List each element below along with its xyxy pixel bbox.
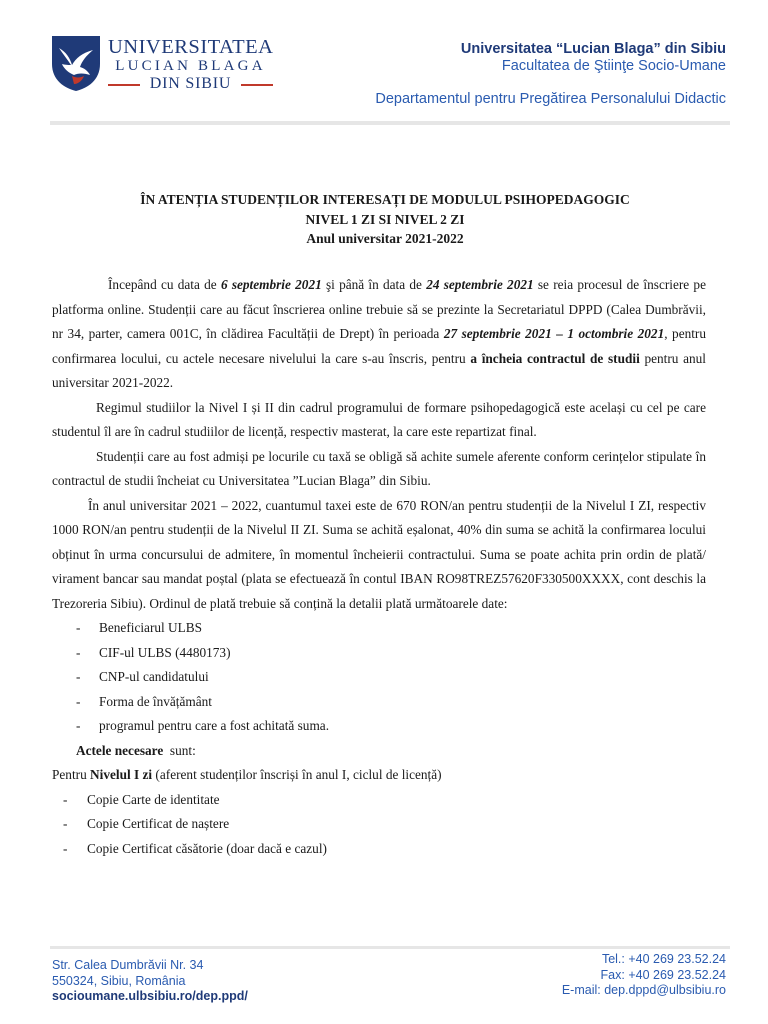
- start-date: 6 septembrie 2021: [220, 277, 322, 292]
- contract-phrase: a încheia contractul de studii: [470, 350, 640, 366]
- letterhead: [0, 0, 768, 125]
- title-line-2: NIVEL 1 ZI SI NIVEL 2 ZI: [305, 211, 465, 227]
- announcement-title: [50, 190, 720, 249]
- footer-street: Str. Calea Dumbrăvii Nr. 34: [52, 958, 204, 972]
- level-one-line: Pentru Nivelul I zi (aferent studenților înscriși în anul I, ciclul de licență): [52, 767, 442, 782]
- paragraph-fees-obligation: Studenții care au fost admiși pe locurile cu taxă se obligă să achite sumele aferente conform cerințelor stipulate în contractul de studii încheiat cu Universitatea ”Lucian Blaga” din Sibiu.: [52, 448, 706, 488]
- logo-line-3: DIN SIBIU: [149, 75, 232, 92]
- list-item: - Copie Certificat căsătorie (doar dacă e cazul): [52, 837, 706, 862]
- footer-divider: [50, 946, 730, 949]
- header-divider: [50, 121, 730, 125]
- list-item: - CIF-ul ULBS (4480173): [52, 641, 706, 666]
- list-item: - Forma de învățământ: [52, 690, 706, 715]
- faculty-name: Facultatea de Ştiinţe Socio-Umane: [501, 58, 726, 74]
- footer-fax: Fax: +40 269 23.52.24: [600, 967, 726, 982]
- logo-line-1: UNIVERSITATEA: [108, 36, 274, 58]
- footer-contact: [562, 952, 726, 999]
- footer-city: 550324, Sibiu, România: [52, 973, 186, 988]
- footer-email-link[interactable]: E-mail: dep.dppd@ulbsibiu.ro: [561, 983, 726, 997]
- list-item: - Copie Carte de identitate: [52, 788, 706, 813]
- footer-tel: Tel.: +40 269 23.52.24: [601, 952, 726, 966]
- university-logo-text: [108, 36, 273, 93]
- paragraph-regime: Regimul studiilor la Nivel I și II din cadrul programului de formare psihopedagogică este același cu cel pe care studentul îl are în cadrul studiilor de licență, respectiv masterat, la care este repartizat final.: [52, 399, 706, 439]
- list-item: - Copie Certificat de naștere: [52, 812, 706, 837]
- list-item: - Beneficiarul ULBS: [52, 616, 706, 641]
- logo-divider: [241, 84, 273, 86]
- required-documents-list: [52, 788, 706, 862]
- payment-details-list: [52, 616, 706, 739]
- title-line-3: Anul universitar 2021-2022: [306, 231, 464, 246]
- list-item: - programul pentru care a fost achitată suma.: [52, 714, 706, 739]
- dove-emblem-icon: [50, 34, 102, 92]
- university-name: Universitatea “Lucian Blaga” din Sibiu: [460, 41, 726, 57]
- paragraph-enrollment: Începând cu data de 6 septembrie 2021 şi până în data de 24 septembrie 2021 se reia procesul de înscriere pe platforma online. Studenții care au făcut înscrierea online trebuie să se prezinte la Secretariatul DPPD (Calea Dumbrăvii, nr 34, parter, camera 001C, în clădirea Facultății de Drept) în perioada 27 septembrie 2021 – 1 octombrie 2021, pentru confirmarea locului, cu actele necesare nivelului la care s-au înscris, pentru a încheia contractul de studii pentru anul universitar 2021-2022.: [52, 277, 707, 390]
- department-name: Departamentul pentru Pregătirea Personalului Didactic: [375, 91, 726, 107]
- footer-address: [52, 958, 248, 1005]
- footer-website-link[interactable]: socioumane.ulbsibiu.ro/dep.ppd/: [52, 989, 248, 1003]
- confirmation-period: 27 septembrie 2021 – 1 octombrie 2021: [443, 326, 665, 341]
- title-line-1: ÎN ATENȚIA STUDENȚILOR INTERESAȚI DE MODULUL PSIHOPEDAGOGIC: [140, 192, 630, 207]
- required-documents-heading: Actele necesare sunt:: [76, 742, 196, 758]
- logo-line-2: LUCIAN BLAGA: [115, 58, 266, 74]
- document-body: [52, 273, 706, 861]
- logo-divider: [108, 84, 140, 86]
- paragraph-fee-amount: În anul universitar 2021 – 2022, cuantumul taxei este de 670 RON/an pentru studenții de la Nivelul I ZI, respectiv 1000 RON/an pentru studenții de la Nivelul II ZI. Suma se achită eșalonat, 40% din suma se achită la confirmarea locului obținut în urma concursului de admitere, în momentul încheierii contractului. Suma se poate achita prin ordin de plată/ virament bancar sau mandat poștal (plata se efectuează în contul IBAN RO98TREZ57620F330500XXXX, cont deschis la Trezoreria Sibiu). Ordinul de plată trebuie să conțină la detalii plată următoarele date:: [52, 497, 706, 611]
- end-date: 24 septembrie 2021: [426, 277, 534, 292]
- list-item: - CNP-ul candidatului: [52, 665, 706, 690]
